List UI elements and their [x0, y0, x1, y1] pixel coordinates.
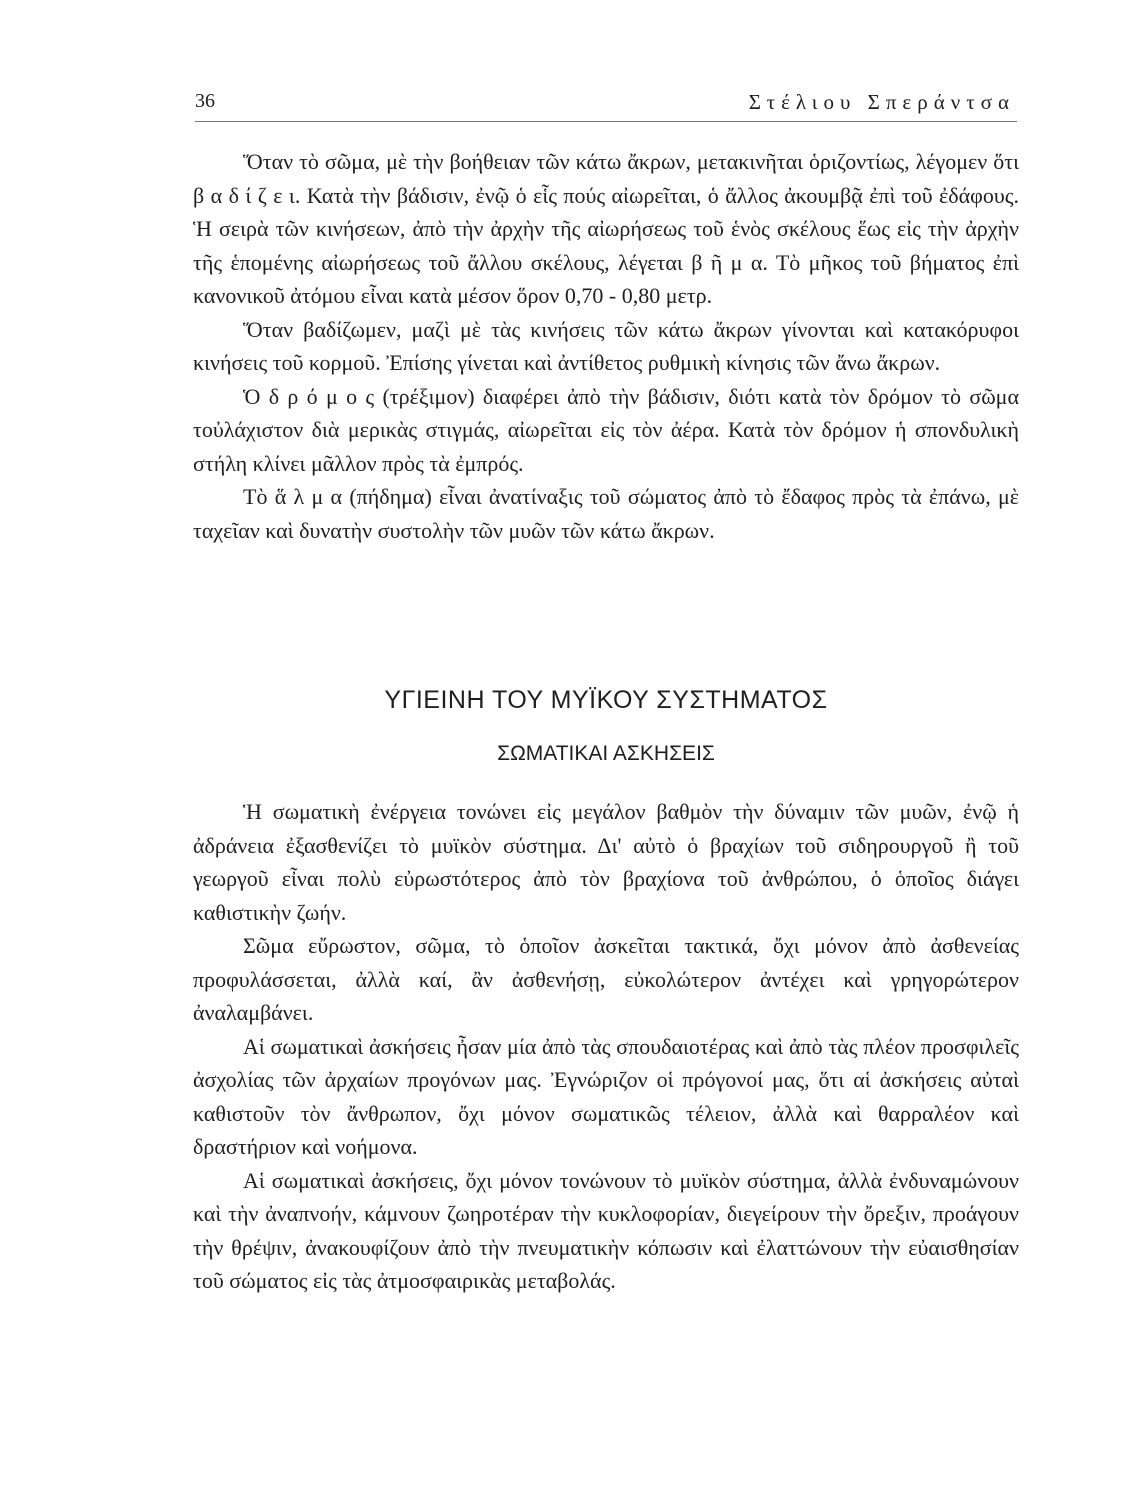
running-head — [195, 88, 1015, 120]
exercises-section — [193, 795, 1019, 1298]
paragraph-jumping: Τὸ ἅ λ μ α (πήδημα) εἶναι ἀνατίναξις τοῦ σώματος ἀπὸ τὸ ἔδαφος πρὸς τὰ ἐπάνω, μὲ ταχεῖαν καὶ δυνατὴν συστολὴν τῶν μυῶν τῶν κάτω ἄκρων. — [193, 484, 1019, 543]
paragraph-running: Ὁ δ ρ ό μ ο ς (τρέξιμον) διαφέρει ἀπὸ τὴν βάδισιν, διότι κατὰ τὸν δρόμον τὸ σῶμα τοὐλάχιστον διὰ μερικὰς στιγμάς, αἰωρεῖται εἰς τὸν ἀέρα. Κατὰ τὸν δρόμον ἡ σπονδυλικὴ στήλη κλίνει μᾶλλον πρὸς τὰ ἐμπρός. — [193, 383, 1019, 476]
header-rule — [195, 121, 1017, 122]
paragraph-walking: Ὅταν τὸ σῶμα, μὲ τὴν βοήθειαν τῶν κάτω ἄκρων, μετακινῆται ὁριζοντίως, λέγομεν ὅτι β α δ ί ζ ε ι. Κατὰ τὴν βάδισιν, ἐνῷ ὁ εἷς πούς αἰωρεῖται, ὁ ἄλλος ἀκουμβᾷ ἐπὶ τοῦ ἐδάφους. Ἡ σειρὰ τῶν κινήσεων, ἀπὸ τὴν ἀρχὴν τῆς αἰωρήσεως τοῦ ἑνὸς σκέλους ἕως εἰς τὴν ἀρχὴν τῆς ἑπομένης αἰωρήσεως τοῦ ἄλλου σκέλους, λέγεται β ῆ μ α. Τὸ μῆκος τοῦ βήματος ἐπὶ κανονικοῦ ἀτόμου εἶναι κατὰ μέσον ὅρον 0,70 - 0,80 μετρ. — [193, 149, 1019, 308]
locomotion-section — [193, 145, 1019, 547]
section-subtitle: ΣΩΜΑΤΙΚΑΙ ΑΣΚΗΣΕΙΣ — [497, 742, 715, 765]
paragraph-ancestors: Αἱ σωματικαὶ ἀσκήσεις ἦσαν μία ἀπὸ τὰς σπουδαιοτέρας καὶ ἀπὸ τὰς πλέον προσφιλεῖς ἀσχολίας τῶν ἀρχαίων προγόνων μας. Ἐγνώριζον οἱ πρόγονοί μας, ὅτι αἱ ἀσκήσεις αὐταὶ καθιστοῦν τὸν ἄνθρωπον, ὄχι μόνον σωματικῶς τέλειον, ἀλλὰ καὶ θαρραλέον καὶ δραστήριον καὶ νοήμονα. — [193, 1033, 1019, 1159]
paragraph-trunk-movements: Ὅταν βαδίζωμεν, μαζὶ μὲ τὰς κινήσεις τῶν κάτω ἄκρων γίνονται καὶ κατακόρυφοι κινήσεις τοῦ κορμοῦ. Ἐπίσης γίνεται καὶ ἀντίθετος ρυθμικὴ κίνησις τῶν ἄνω ἄκρων. — [193, 316, 1019, 375]
paragraph-benefits: Αἱ σωματικαὶ ἀσκήσεις, ὄχι μόνον τονώνουν τὸ μυϊκὸν σύστημα, ἀλλὰ ἐνδυναμώνουν καὶ τὴν ἀναπνοήν, κάμνουν ζωηροτέραν τὴν κυκλοφορίαν, διεγείρουν τὴν ὄρεξιν, προάγουν τὴν θρέψιν, ἀνακουφίζουν ἀπὸ τὴν πνευματικὴν κόπωσιν καὶ ἐλαττώνουν τὴν εὐαισθησίαν τοῦ σώματος εἰς τὰς ἀτμοσφαιρικὰς μεταβολάς. — [193, 1167, 1019, 1293]
page-number: 36 — [195, 90, 215, 112]
paragraph-robust-body: Σῶμα εὔρωστον, σῶμα, τὸ ὁποῖον ἀσκεῖται τακτικά, ὄχι μόνον ἀπὸ ἀσθενείας προφυλάσσεται, ἀλλὰ καί, ἂν ἀσθενήσῃ, εὐκολώτερον ἀντέχει καὶ γρηγορώτερον ἀναλαμβάνει. — [193, 933, 1019, 1025]
running-head-author: Στέλιου Σπεράντσα — [748, 90, 1015, 114]
paragraph-activity: Ἡ σωματικὴ ἐνέργεια τονώνει εἰς μεγάλον βαθμὸν τὴν δύναμιν τῶν μυῶν, ἐνῷ ἡ ἀδράνεια ἐξασθενίζει τὸ μυϊκὸν σύστημα. Δι' αὐτὸ ὁ βραχίων τοῦ σιδηρουργοῦ ἢ τοῦ γεωργοῦ εἶναι πολὺ εὐρωστότερος ἀπὸ τὸν βραχίονα τοῦ ἀνθρώπου, ὁ ὁποῖος διάγει καθιστικὴν ζωήν. — [193, 799, 1019, 925]
section-title: ΥΓΙΕΙΝΗ ΤΟΥ ΜΥΪΚΟΥ ΣΥΣΤΗΜΑΤΟΣ — [384, 686, 828, 714]
